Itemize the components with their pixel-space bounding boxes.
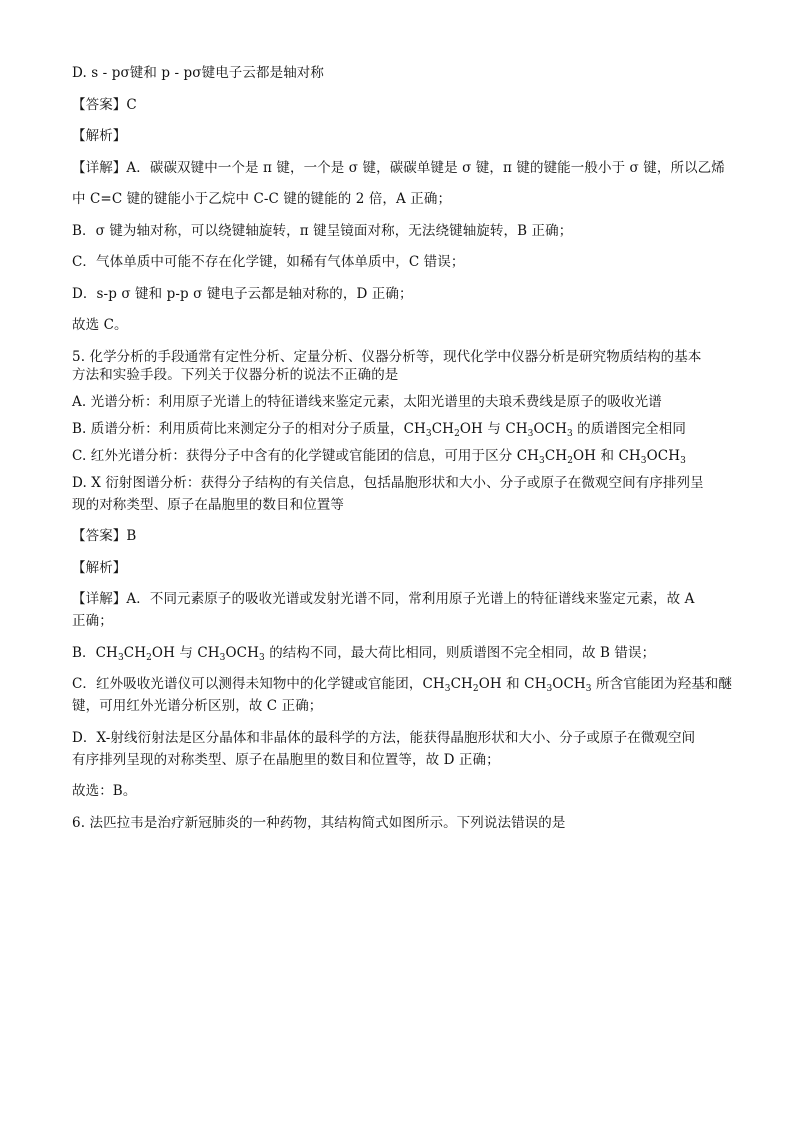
formula-dme: $CH_3OCH_3$ — [524, 676, 592, 694]
text: 和 — [501, 676, 525, 692]
q4-detail-a-cont: 中 C=C 键的键能小于乙烷中 C-C 键的键能的 2 倍，A 正确； — [72, 191, 452, 207]
q4-conclusion: 故选 C。 — [72, 317, 128, 333]
q4-option-d: D. s - pσ键和 p - pσ键电子云都是轴对称 — [72, 65, 324, 81]
detail-tag: 【详解】 — [72, 591, 127, 607]
formula-dme: $CH_3OCH_3$ — [618, 447, 686, 466]
q6-stem: 6. 法匹拉韦是治疗新冠肺炎的一种药物，其结构简式如图所示。下列说法错误的是 — [72, 814, 566, 831]
q5-conclusion: 故选：B。 — [72, 783, 137, 799]
q5-detail-c-cont: 键，可用红外光谱分析区别，故 C 正确； — [72, 698, 323, 714]
detail-tag: 【详解】 — [72, 159, 127, 176]
answer-value: B — [126, 528, 137, 544]
q5-detail-b — [72, 644, 746, 662]
q4-detail-d: D．s-p σ 键和 p-p σ 键电子云都是轴对称的，D 正确； — [72, 285, 413, 302]
answer-tag: 【答案】 — [72, 96, 127, 113]
formula-ethanol: $CH_3CH_2OH$ — [422, 676, 502, 694]
q5-detail-c — [72, 675, 746, 693]
q5-option-a: A. 光谱分析：利用原子光谱上的特征谱线来鉴定元素，太阳光谱里的夫琅禾费线是原子的吸收光谱 — [72, 393, 662, 410]
q4-detail-b: B．σ 键为轴对称，可以绕键轴旋转，π 键呈镜面对称，无法绕键轴旋转，B 正确； — [72, 222, 573, 239]
q4-detail-c: C．气体单质中可能不存在化学键，如稀有气体单质中，C 错误； — [72, 254, 465, 270]
formula-ethanol: $CH_3CH_2OH$ — [403, 420, 483, 439]
q5-option-c — [72, 447, 746, 465]
formula-ethanol: $CH_3CH_2OH$ — [95, 644, 175, 663]
text: C. 红外光谱分析：获得分子中含有的化学键或官能团的信息，可用于区分 — [72, 447, 517, 464]
text: 所含官能团为羟基和醚 — [591, 676, 733, 692]
text: 的结构不同，最大荷比相同，则质谱图不完全相同，故 B 错误； — [264, 644, 656, 661]
q5-stem-cont: 方法和实验手段。下列关于仪器分析的说法不正确的是 — [72, 366, 399, 383]
answer-value: C — [126, 96, 137, 113]
q4-answer — [72, 96, 746, 114]
q5-detail-d: D．X-射线衍射法是区分晶体和非晶体的最科学的方法，能获得晶胞形状和大小、分子或原子在微观空间 — [72, 729, 696, 746]
q5-option-d-cont: 现的对称类型、原子在晶胞里的数目和位置等 — [72, 496, 344, 513]
text: 与 — [482, 420, 506, 437]
text: 与 — [174, 644, 198, 661]
q4-analysis-tag: 【解析】 — [72, 128, 127, 144]
text: 的质谱图完全相同 — [572, 420, 686, 437]
detail-text: A．碳碳双键中一个是 π 键，一个是 σ 键，碳碳单键是 σ 键，π 键的键能一般小于 σ 键，所以乙烯 — [126, 159, 725, 176]
q5-analysis-tag: 【解析】 — [72, 559, 127, 576]
text: B． — [72, 644, 96, 661]
formula-ethanol: $CH_3CH_2OH$ — [516, 447, 597, 466]
q4-detail-a — [72, 159, 746, 177]
detail-text: A．不同元素原子的吸收光谱或发射光谱不同，常利用原子光谱上的特征谱线来鉴定元素，故 A — [126, 591, 695, 607]
q5-stem: 5. 化学分析的手段通常有定性分析、定量分析、仪器分析等，现代化学中仪器分析是研究物质结构的基本 — [72, 348, 702, 365]
text: B. 质谱分析：利用质荷比来测定分子的相对分子质量， — [72, 420, 404, 437]
q5-detail-a — [72, 590, 746, 608]
text: C．红外吸收光谱仪可以测得未知物中的化学键或官能团， — [72, 676, 423, 692]
q5-answer — [72, 527, 746, 545]
answer-tag: 【答案】 — [72, 528, 127, 544]
formula-dme: $CH_3OCH_3$ — [197, 644, 265, 663]
q5-option-b — [72, 420, 746, 438]
formula-dme: $CH_3OCH_3$ — [505, 420, 573, 439]
text: 和 — [596, 447, 619, 464]
q5-detail-a-cont: 正确； — [72, 613, 113, 629]
q5-detail-d-cont: 有序排列呈现的对称类型、原子在晶胞里的数目和位置等，故 D 正确； — [72, 751, 500, 768]
q5-option-d: D. X 衍射图谱分析：获得分子结构的有关信息，包括晶胞形状和大小、分子或原子在微观空间有序排列呈 — [72, 474, 704, 491]
